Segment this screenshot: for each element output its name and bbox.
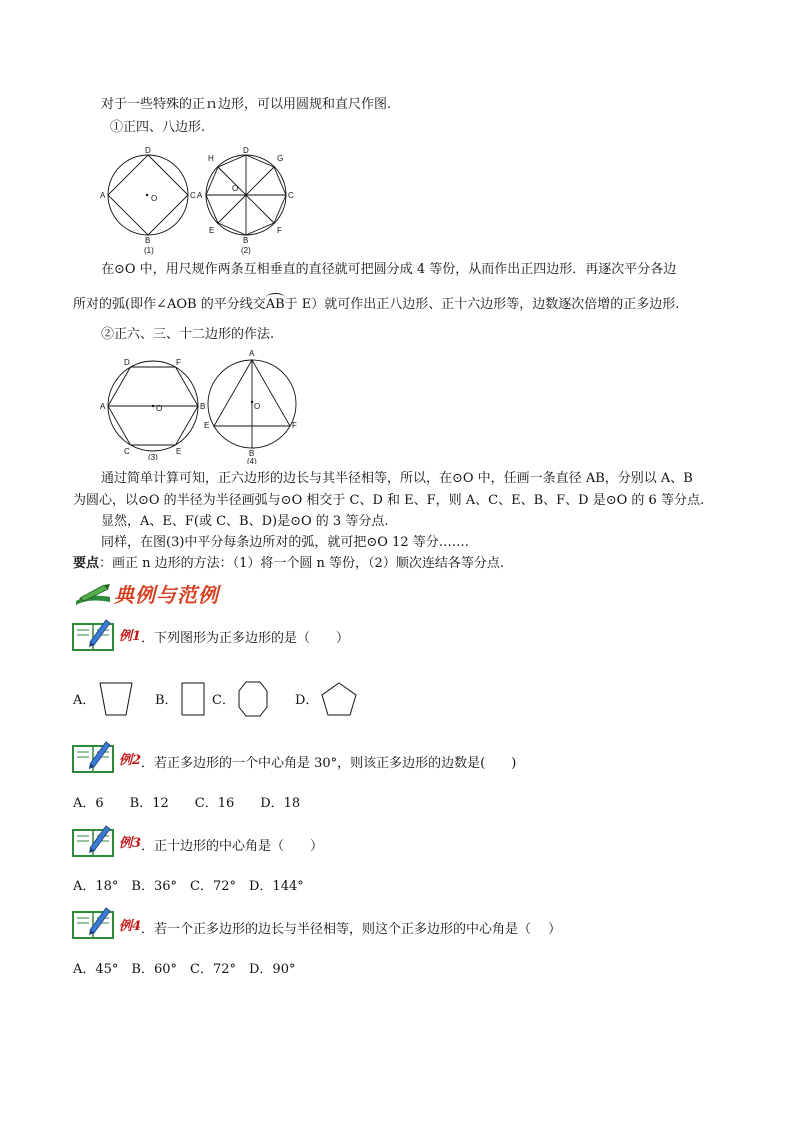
- example-4-label: 例4: [119, 919, 142, 934]
- fig3-label-a: A: [100, 402, 106, 411]
- fig3-caption: (3): [148, 453, 158, 460]
- paragraph-1-line-1: 在⊙O 中，用尺规作两条互相垂直的直径就可把圆分成 4 等份，从而作出正四边形．再逐次平分各边: [101, 262, 677, 277]
- option-c-label: C．: [212, 693, 235, 708]
- fig4-label-f: F: [292, 421, 297, 430]
- example-2-icon: [72, 740, 116, 778]
- fig2-label-o: O: [232, 184, 239, 193]
- fig2-caption: (2): [241, 246, 251, 255]
- fig3-label-o: O: [156, 404, 163, 413]
- paragraph-1-line-2-end: 于 E）就可作出正八边形、正十六边形等，边数逐次倍增的正多边形.: [284, 297, 680, 312]
- section-title-text: 典例与范例: [114, 583, 219, 607]
- paragraph-1-line-2: [73, 296, 679, 314]
- example-1-icon: [72, 618, 116, 656]
- fig2-label-c: C: [288, 191, 294, 200]
- fig2-label-b: B: [243, 236, 249, 245]
- fig3-label-e: E: [176, 447, 182, 456]
- subheading-square-octagon: ①正四、八边形.: [110, 120, 206, 135]
- option-d-label: D．: [295, 693, 319, 708]
- fig2-label-a: A: [197, 191, 203, 200]
- example-2-options: A．6 B．12 C．16 D．18: [73, 796, 301, 811]
- example-4-question: ．若一个正多边形的边长与半径相等，则这个正多边形的中心角是（ ）: [141, 922, 562, 937]
- fig1-label-a: A: [100, 191, 106, 200]
- fig4-label-e: E: [204, 421, 210, 430]
- figure-3: [98, 356, 210, 464]
- fig1-label-c: C: [190, 191, 196, 200]
- fig4-label-b: B: [249, 449, 255, 458]
- pen-book-icon: [74, 581, 112, 605]
- fig2-label-f: F: [277, 226, 282, 235]
- option-a-trapezoid-icon: [96, 681, 136, 717]
- option-b-rectangle-icon: [179, 681, 207, 717]
- fig3-label-d: D: [124, 358, 130, 367]
- figure-2: [196, 143, 298, 259]
- paragraph-3: 显然，A、E、F(或 C、B、D)是⊙O 的 3 等分点.: [101, 514, 389, 529]
- example-4-options: A．45° B．60° C．72° D．90°: [73, 962, 296, 977]
- key-point-text: ：画正 n 边形的方法：（1）将一个圆 n 等份，（2）顺次连结各等分点.: [99, 556, 504, 571]
- figure-4: [202, 348, 302, 468]
- fig4-label-a: A: [249, 349, 255, 358]
- example-2-label: 例2: [119, 753, 142, 768]
- subheading-hexagon-triangle: ②正六、三、十二边形的作法.: [101, 327, 275, 342]
- example-3-question: ．正十边形的中心角是（ ）: [141, 839, 324, 854]
- example-3-label: 例3: [119, 836, 142, 851]
- example-1-question: ．下列图形为正多边形的是（ ）: [141, 631, 350, 646]
- fig4-caption: (4): [247, 457, 257, 464]
- option-a-label: A．: [73, 693, 96, 708]
- example-1-label: 例1: [119, 629, 142, 644]
- option-d-pentagon-icon: [319, 681, 359, 717]
- fig2-label-d: D: [243, 146, 249, 155]
- example-3-options: A．18° B．36° C．72° D．144°: [73, 879, 304, 894]
- paragraph-1-line-2-start: 所对的弧(即作∠AOB 的平分线交: [73, 297, 266, 312]
- option-c-octagon-icon: [236, 680, 270, 718]
- fig1-caption: (1): [144, 246, 154, 255]
- fig2-label-e: E: [209, 226, 215, 235]
- example-4-icon: [72, 906, 116, 944]
- fig3-label-b: B: [200, 402, 206, 411]
- figure-1: [98, 143, 200, 259]
- fig1-label-d: D: [145, 146, 151, 155]
- paragraph-2-line-2: 为圆心，以⊙O 的半径为半径画弧与⊙O 相交于 C、D 和 E、F，则 A、C、E、B、F、D 是⊙O 的 6 等分点.: [73, 493, 705, 508]
- fig3-label-c: C: [124, 447, 130, 456]
- fig2-label-h: H: [208, 154, 214, 163]
- intro-text: 对于一些特殊的正ｎ边形，可以用圆规和直尺作图.: [101, 97, 392, 112]
- option-b-label: B．: [155, 693, 178, 708]
- example-3-icon: [72, 824, 116, 862]
- fig1-label-b: B: [145, 236, 151, 245]
- key-point-label: 要点: [73, 556, 100, 571]
- key-point: [73, 555, 504, 573]
- fig4-label-o: O: [254, 402, 261, 411]
- paragraph-2-line-1: 通过简单计算可知，正六边形的边长与其半径相等，所以，在⊙O 中，任画一条直径 AB，分别以 A、B: [101, 471, 693, 486]
- fig1-label-o: O: [151, 194, 158, 203]
- fig2-label-g: G: [277, 154, 284, 163]
- arc-ab: AB: [265, 297, 285, 312]
- fig3-label-f: F: [176, 358, 181, 367]
- example-2-question: ．若正多边形的一个中心角是 30°，则该正多边形的边数是( ): [141, 756, 517, 771]
- paragraph-4: 同样，在图(3)中平分每条边所对的弧，就可把⊙O 12 等分…….: [101, 535, 469, 550]
